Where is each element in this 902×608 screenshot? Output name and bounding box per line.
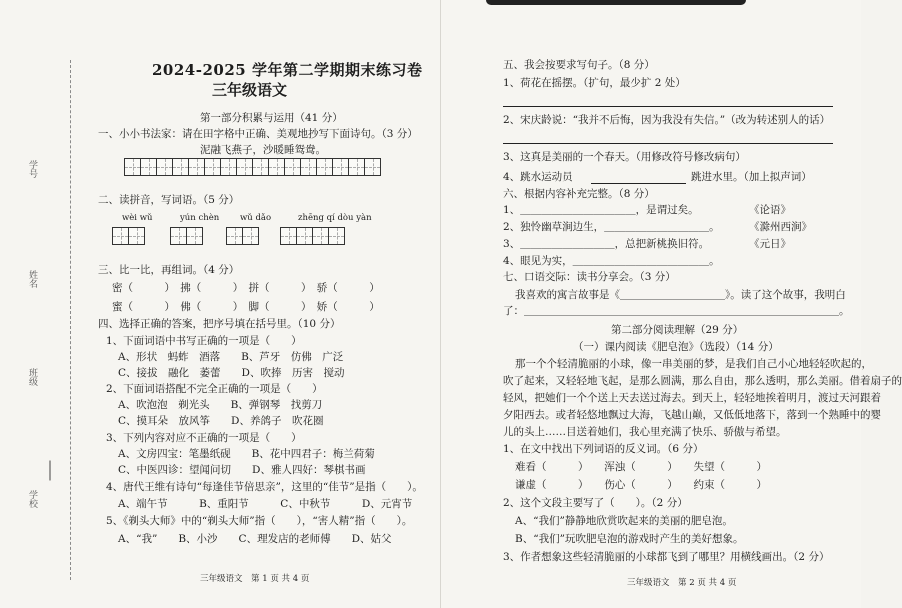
- compare-row-1[interactable]: 密（ ） 拂（ ） 拼（ ） 骄（ ）: [112, 282, 380, 294]
- pinyin-2: yún chèn: [180, 213, 220, 223]
- binding-dashed-line: [70, 60, 71, 580]
- exam-title: 2024-2025 学年第二学期期末练习卷: [152, 61, 423, 79]
- q4-item-3-options-cd: C、中医四诊：望闻问切 D、雅人四好：琴棋书画: [118, 464, 366, 476]
- pinyin-4: zhēng qí dòu yàn: [298, 213, 372, 223]
- q5-item-1: 1、荷花在摇摆。（扩句，最少扩 2 处）: [503, 77, 686, 89]
- q5-item-2: 2、宋庆龄说：“我并不后悔，因为我没有失信。”（改为转述别人的话）: [503, 114, 831, 126]
- q6-item-4[interactable]: 4、眼见为实，＿＿＿＿＿＿＿＿＿＿＿＿＿。: [503, 255, 720, 267]
- answer-line-q5-2[interactable]: [503, 143, 833, 144]
- section-1-heading: 第一部分积累与运用（41 分）: [200, 112, 343, 124]
- scan-edge-mark: [486, 0, 746, 5]
- passage-line-4: 夕阳西去。或者轻悠地飘过大海，飞越山巅，又低低地落下，落到一个熟睡中的婴: [503, 409, 881, 421]
- binding-label-name: 姓名: [27, 270, 37, 288]
- exam-subtitle: 三年级语文: [212, 81, 288, 99]
- q5-item-4-start: 4、跳水运动员: [503, 171, 573, 183]
- q4-item-2-options-cd: C、摸耳朵 放风筝 D、养鸽子 吹花圈: [118, 415, 324, 427]
- q4-item-2: 2、下面词语搭配不完全正确的一项是（ ）: [106, 383, 323, 395]
- page-footer-2: 三年级语文 第 2 页 共 4 页: [627, 578, 737, 588]
- q6-item-1-source: 《论语》: [749, 204, 791, 216]
- binding-label-class: 班级: [27, 368, 37, 386]
- compare-row-2[interactable]: 蜜（ ） 佛（ ） 脚（ ） 娇（ ）: [112, 301, 380, 313]
- reading-q2-option-b: B、“我们”玩吹肥皂泡的游戏时产生的美好想象。: [515, 533, 744, 545]
- section-2-heading: 第二部分阅读理解（29 分）: [611, 324, 744, 336]
- question-1: 一、小小书法家：请在田字格中正确、美观地抄写下面诗句。（3 分）: [98, 128, 418, 140]
- question-2: 二、读拼音，写词语。（5 分）: [98, 194, 240, 206]
- reading-q1-row-1[interactable]: 难看（ ） 浑浊（ ） 失望（ ）: [515, 461, 767, 473]
- q4-item-3: 3、下列内容对应不正确的一项是（ ）: [106, 432, 302, 444]
- passage-line-5: 儿的头上……目送着她们，我心里充满了快乐、骄傲与希望。: [503, 426, 787, 438]
- q7-end[interactable]: 了：＿＿＿＿＿＿＿＿＿＿＿＿＿＿＿＿＿＿＿＿＿＿＿＿＿＿＿＿＿＿。: [503, 305, 850, 317]
- pinyin-answer-grids[interactable]: [112, 227, 344, 245]
- q5-item-3: 3、这真是美丽的一个春天。（用修改符号修改病句）: [503, 151, 746, 163]
- q6-item-2-source: 《滁州西涧》: [749, 221, 812, 233]
- reading-title: （一）课内阅读《肥皂泡》（选段）（14 分）: [573, 341, 779, 353]
- answer-line-q5-1[interactable]: [503, 106, 833, 107]
- q4-item-1: 1、下面词语中书写正确的一项是（ ）: [106, 335, 302, 347]
- reading-q2-option-a: A、“我们”静静地欣赏吹起来的美丽的肥皂泡。: [515, 515, 733, 527]
- passage-line-3: 轻风，把她们一个个送上天去送过海去。到天上，轻轻地挨着明月，渡过天河跟着: [503, 392, 881, 404]
- reading-q1: 1、在文中找出下列词语的反义词。（6 分）: [503, 443, 704, 455]
- q7-text[interactable]: 我喜欢的寓言故事是《＿＿＿＿＿＿＿＿＿＿》。读了这个故事，我明白: [515, 289, 846, 301]
- question-6: 六、根据内容补充完整。（8 分）: [503, 188, 655, 200]
- question-3: 三、比一比，再组词。（4 分）: [98, 264, 240, 276]
- q6-item-3-source: 《元日》: [749, 238, 791, 250]
- passage-line-1: 那一个个轻清脆丽的小球，像一串美丽的梦，是我们自己小心地轻轻吹起的，: [515, 358, 872, 370]
- q4-item-3-options-ab: A、文房四宝：笔墨纸砚 B、花中四君子：梅兰荷菊: [118, 448, 375, 460]
- q6-item-1[interactable]: 1、＿＿＿＿＿＿＿＿＿＿＿，是谓过矣。: [503, 204, 699, 216]
- answer-line-q5-4[interactable]: [591, 183, 686, 184]
- poem-text: 泥融飞燕子，沙暖睡鸳鸯。: [200, 144, 326, 156]
- q4-item-5-options: A、“我” B、小沙 C、理发店的老师傅 D、姑父: [118, 533, 392, 545]
- question-4: 四、选择正确的答案，把序号填在括号里。（10 分）: [98, 318, 341, 330]
- question-5: 五、我会按要求写句子。（8 分）: [503, 59, 655, 71]
- question-7: 七、口语交际：读书分享会。（3 分）: [503, 271, 676, 283]
- reading-q3: 3、作者想象这些轻清脆丽的小球都飞到了哪里？用横线画出。（2 分）: [503, 551, 830, 563]
- page-footer-1: 三年级语文 第 1 页 共 4 页: [200, 574, 310, 584]
- q6-item-3[interactable]: 3、＿＿＿＿＿＿＿＿＿，总把新桃换旧符。: [503, 238, 710, 250]
- q4-item-4: 4、唐代王维有诗句“每逢佳节倍思亲”，这里的“佳节”是指（ ）。: [106, 481, 423, 493]
- exam-page-2: [440, 0, 902, 608]
- exam-page-1: [0, 0, 440, 608]
- pinyin-1: wèi wǔ: [122, 213, 153, 223]
- reading-q2: 2、这个文段主要写了（ ）。（2 分）: [503, 497, 688, 509]
- reading-q1-row-2[interactable]: 谦虚（ ） 伤心（ ） 约束（ ）: [515, 479, 767, 491]
- q4-item-5: 5、《剃头大师》中的“剃头大师”指（ ），“害人精”指（ ）。: [106, 515, 413, 527]
- binding-label-school: 学校: [27, 490, 37, 508]
- q4-item-1-options-cd: C、接拔 融化 萎蕾 D、吹捧 历害 搅动: [118, 367, 345, 379]
- q4-item-1-options-ab: A、形状 蚂蚱 酒落 B、芦牙 仿佛 广泛: [118, 351, 344, 363]
- q6-item-2[interactable]: 2、独怜幽草涧边生，＿＿＿＿＿＿＿＿＿＿。: [503, 221, 720, 233]
- passage-line-2: 吹了起来，又轻轻地飞起，是那么圆满，那么自由，那么透明，那么美丽。借着扇子的: [503, 375, 902, 387]
- pinyin-3: wǔ dǎo: [240, 213, 272, 223]
- tianzige-grid[interactable]: [124, 158, 380, 176]
- q4-item-2-options-ab: A、吹泡泡 剃光头 B、弹钢琴 找剪刀: [118, 399, 323, 411]
- binding-label-number: 学号: [27, 160, 37, 178]
- q4-item-4-options: A、端午节 B、重阳节 C、中秋节 D、元宵节: [118, 498, 413, 510]
- q5-item-4-end: 跳进水里。（加上拟声词）: [691, 171, 812, 183]
